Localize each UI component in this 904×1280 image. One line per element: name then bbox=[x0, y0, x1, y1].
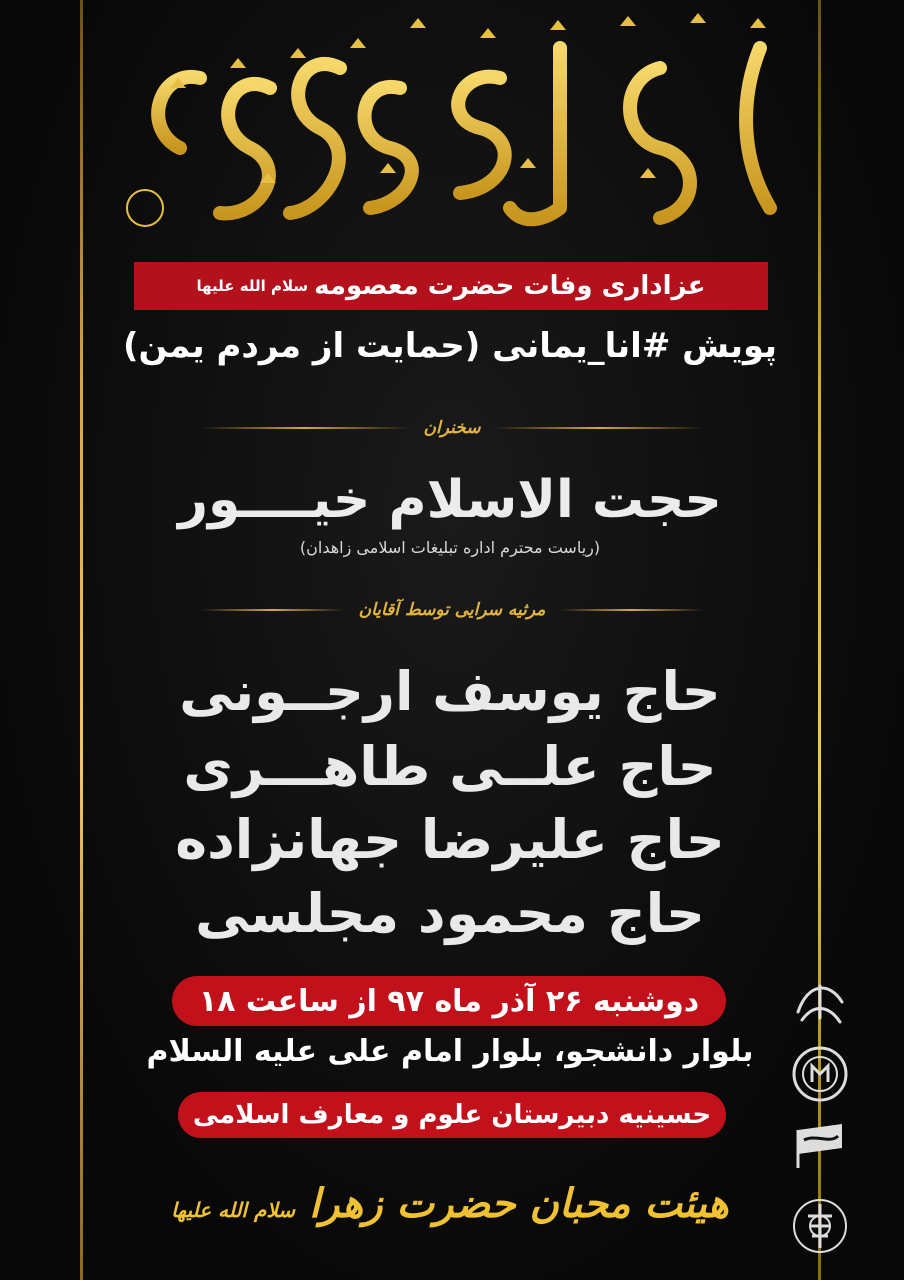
organizer-suffix: سلام الله علیها bbox=[171, 1198, 296, 1222]
event-banner bbox=[134, 262, 768, 310]
gold-border-left bbox=[80, 0, 83, 1280]
calligraphy-logo-icon bbox=[790, 972, 850, 1032]
campaign-title: پویش #انا_یمانی (حمایت از مردم یمن) bbox=[122, 326, 778, 366]
reciter-name: حاج محمود مجلسی bbox=[195, 882, 705, 945]
venue-badge: حسینیه دبیرستان علوم و معارف اسلامی bbox=[178, 1092, 726, 1138]
address-text: بلوار دانشجو، بلوار امام علی علیه السلام bbox=[146, 1034, 754, 1069]
reciter-name: حاج یوسف ارجــونی bbox=[179, 660, 721, 723]
divider-line bbox=[200, 609, 345, 611]
speakers-label bbox=[200, 413, 704, 443]
circular-emblem-icon bbox=[790, 1044, 850, 1104]
event-banner-title: عزاداری وفات حضرت معصومه bbox=[314, 271, 706, 301]
event-banner-suffix: سلام الله علیها bbox=[196, 277, 309, 295]
divider-line bbox=[494, 427, 704, 429]
reciter-name: حاج علیرضا جهانزاده bbox=[175, 808, 725, 871]
speakers-label-text: سخنران bbox=[423, 418, 481, 438]
reciter-name: حاج علــی طاهـــری bbox=[183, 735, 717, 798]
divider-line bbox=[200, 427, 410, 429]
divider-line bbox=[559, 609, 704, 611]
organizer-name: هیئت محبان حضرت زهرا bbox=[308, 1180, 729, 1227]
flag-logo-icon bbox=[790, 1118, 850, 1178]
sepah-emblem-icon bbox=[790, 1196, 850, 1256]
date-badge: دوشنبه ۲۶ آذر ماه ۹۷ از ساعت ۱۸ bbox=[172, 976, 726, 1026]
reciters-label-text: مرثیه سرایی توسط آقایان bbox=[358, 600, 546, 620]
speaker-title: (ریاست محترم اداره تبلیغات اسلامی زاهدان) bbox=[299, 538, 601, 557]
organizer bbox=[100, 1180, 800, 1227]
reciters-label bbox=[200, 595, 704, 625]
speaker-name: حجت الاسلام خیــــور bbox=[178, 470, 722, 530]
title-calligraphy bbox=[100, 8, 800, 248]
